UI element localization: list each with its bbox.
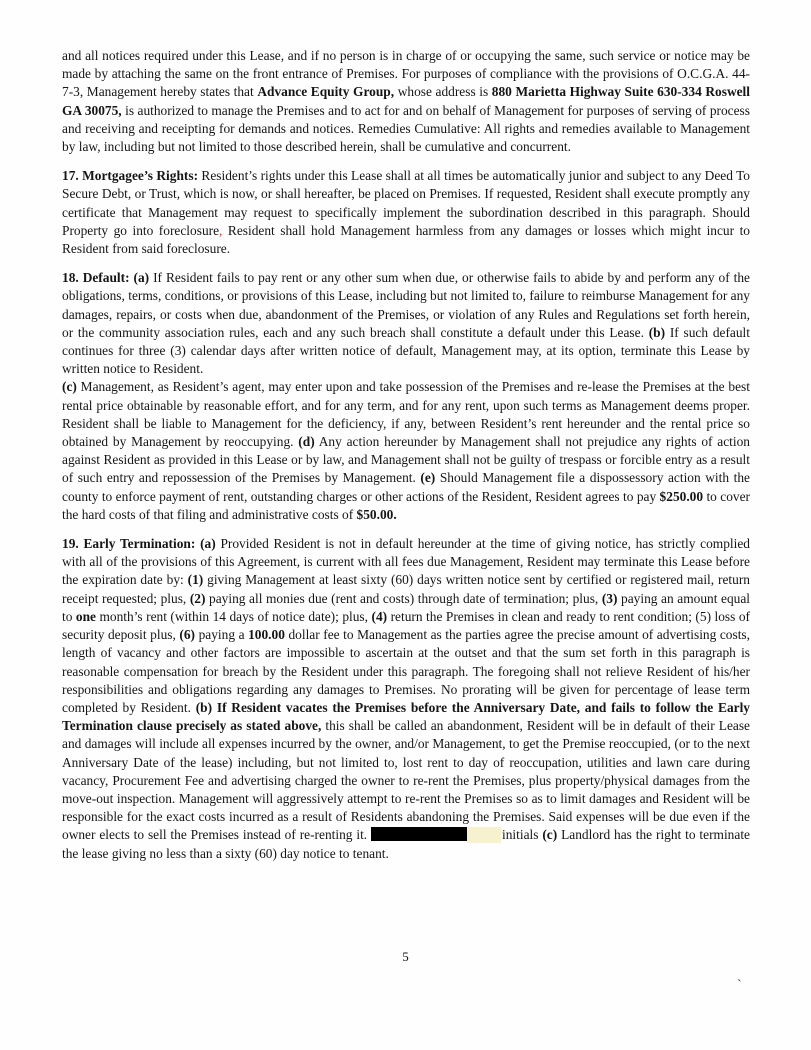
text-run: 19. Early Termination: (a)	[62, 536, 216, 552]
text-run: ,	[219, 222, 223, 238]
text-run: $250.00	[659, 488, 704, 504]
redacted-initials-box	[371, 827, 467, 841]
text-run: If such default continues for three (3) calendar days after written notice of default, Management may, at its option, terminate this Lease by written notice to Resident.	[62, 324, 750, 377]
text-run: (2)	[189, 590, 206, 606]
text-run: this shall be called an abandonment, Resident will be in default of their Lease and damages will include all expenses incurred by the owner, and/or Management, to get the Premise reoccupied, (or to the next Anniversary Date of the lease) including, but not limited to, lost rent to day of reoccupation, utilities and lawn care during vacancy, Procurement Fee and advertising charged the owner to re-rent the Premises, plus property/physical damages from the move-out inspection. Management will aggressively attempt to re-rent the Premises so as to limit damages and Resident will be responsible for the exact costs incurred as a result of Residents abandoning the Premises. Said expenses will be due even if the owner elects to sell the Premises instead of re-renting it.	[62, 718, 750, 843]
text-run: Management, as Resident’s agent, may enter upon and take possession of the Premises and re-lease the Premises at the best rental price obtainable by reasonable effort, and for any term, and for any rent, upon such terms as Management deems proper. Resident shall be liable to Management for the deficiency, if any, between Resident’s rent hereunder and the rental price so obtained by Management by reoccupying.	[62, 379, 750, 450]
paragraph-18-default-a-b	[62, 269, 750, 378]
text-run: (d)	[298, 434, 315, 450]
paragraph-18-default-c-d-e	[62, 378, 750, 524]
text-run: 100.00	[248, 627, 285, 643]
text-run: (1)	[187, 572, 204, 588]
text-run: (6)	[179, 627, 196, 643]
scan-artifact-mark: `	[737, 978, 742, 993]
text-run: to cover the hard costs of that filing and administrative costs of	[62, 488, 750, 522]
text-run: Resident’s rights under this Lease shall at all times be automatically junior and subject to any Deed To Secure Debt, or Trust, which is now, or shall hereafter, be placed on Premises. If requested, Resident shall execute promptly any certificate that Management may request to specifically implement the subordination described in this paragraph. Should Property go into foreclosure	[62, 168, 751, 238]
text-run: If Resident fails to pay rent or any other sum when due, or otherwise fails to abide by and perform any of the obligations, terms, conditions, or provisions of this Lease, including but not limited to, failure to reimburse Management for any damages, repairs, or costs when due, abandonment of the Premises, or violation of any Rules and Regulations set forth herein, or the community association rules, each and any such breach shall constitute a default under this Lease.	[62, 270, 751, 340]
text-run: and all notices required under this Lease, and if no person is in charge of or occupying the same, such service or notice may be made by attaching the same on the front entrance of Premises. For purposes of compliance with the provisions of O.C.G.A. 44-7-3, Management hereby states that	[62, 48, 750, 100]
text-run: Landlord has the right to terminate the lease giving no less than a sixty (60) day notice to tenant.	[62, 827, 750, 861]
text-run: paying a	[195, 627, 249, 643]
text-run: (c)	[62, 379, 77, 395]
text-run: one	[75, 608, 96, 624]
text-run: whose address is	[394, 84, 492, 100]
text-run: is authorized to manage the Premises and to act for and on behalf of Management for purposes of serving of process and receiving and receipting for demands and notices. Remedies Cumulative: All rights and remedies available to Management by law, including but not limited to those described herein, shall be cumulative and concurrent.	[62, 102, 750, 155]
text-run: return the Premises in clean and ready to rent condition; (5) loss of security deposit plus,	[62, 608, 750, 643]
text-run: Provided Resident is not in default hereunder at the time of giving notice, has strictly complied with all of the provisions of this Agreement, is current with all fees due Management, Resident may terminate this Lease before the expiration date by:	[62, 536, 751, 588]
text-run: (3)	[601, 590, 618, 606]
document-body	[62, 47, 750, 874]
text-run: Advance Equity Group,	[257, 84, 395, 100]
text-run: (b) If Resident vacates the Premises before the Anniversary Date, and fails to follow the Early Termination clause precisely as stated above,	[62, 699, 751, 734]
text-run: 17. Mortgagee’s Rights:	[62, 168, 199, 184]
text-run: 18. Default: (a)	[62, 270, 150, 286]
text-run: $50.00.	[356, 506, 397, 522]
highlighter-mark	[467, 827, 501, 843]
text-run: month’s rent (within 14 days of notice date); plus,	[96, 608, 372, 624]
paragraph-notices-continuation	[62, 47, 750, 156]
text-run: (b)	[648, 324, 666, 340]
text-run: (e)	[420, 470, 436, 486]
text-run: paying all monies due (rent and costs) through date of termination; plus,	[205, 590, 602, 606]
paragraph-17-mortgagees-rights	[62, 167, 750, 258]
text-run: initials	[502, 827, 543, 843]
text-run: 880 Marietta Highway Suite 630-334 Roswell GA 30075,	[62, 84, 750, 118]
text-run: dollar fee to Management as the parties agree the precise amount of advertising costs, length of vacancy and other factors are impossible to ascertain at the outset and that the sum set forth in this paragraph is reasonable compensation for breach by the Resident under this paragraph. The foregoing shall not relieve Resident of his/her responsibilities and obligations regarding any damages to Premises. No prorating will be given for percentage of lease term completed by Resident.	[62, 627, 750, 715]
text-run: Any action hereunder by Management shall not prejudice any rights of action against Resident as provided in this Lease or by law, and Management shall not be guilty of trespass or forcible entry as a result of such entry and repossession of the Premises by Management.	[62, 434, 750, 486]
paragraph-19-early-termination	[62, 535, 750, 863]
page-number: 5	[402, 949, 409, 964]
text-run: Should Management file a dispossessory action with the county to enforce payment of rent, outstanding charges or other actions of the Resident, Resident agrees to pay	[62, 470, 750, 504]
text-run: (c)	[542, 827, 558, 843]
text-run: paying an amount equal to	[62, 590, 751, 624]
text-run: (4)	[371, 608, 388, 624]
text-run: giving Management at least sixty (60) days written notice sent by certified or registered mail, return receipt requested; plus,	[62, 572, 750, 606]
text-run: Resident shall hold Management harmless from any damages or losses which might incur to Resident from said foreclosure.	[62, 222, 750, 257]
